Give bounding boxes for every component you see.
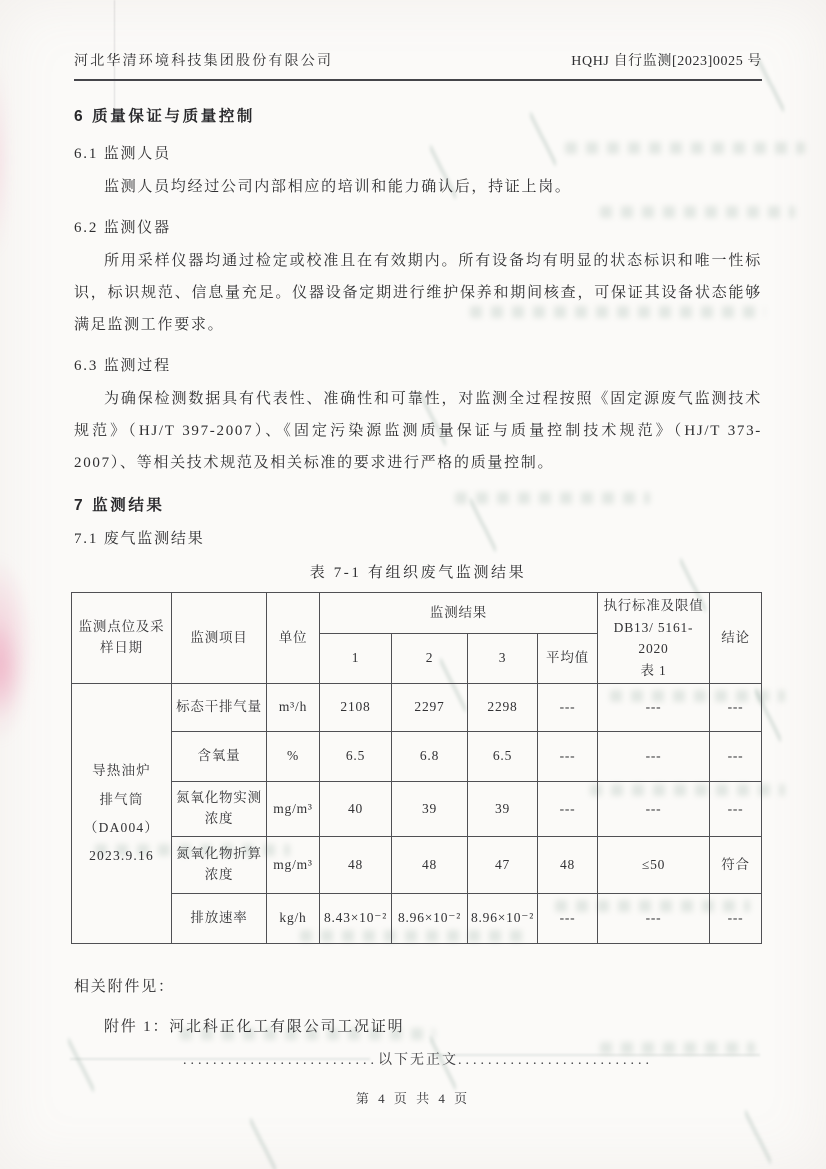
col-header-standard: [598, 593, 710, 684]
value-cell: 39: [468, 782, 538, 837]
point-line-4: 2023.9.16: [89, 848, 154, 864]
col-header-item: 监测项目: [172, 593, 267, 684]
col-subheader-average: 平均值: [538, 634, 598, 684]
section-7-1-title: 7.1 废气监测结果: [74, 531, 205, 547]
table-row: [72, 894, 762, 944]
limit-cell: ---: [598, 894, 710, 944]
section-6-3-title: 6.3 监测过程: [74, 358, 171, 374]
section-6-1-title: 6.1 监测人员: [74, 146, 171, 162]
scan-artifact: [0, 622, 22, 717]
unit-cell: %: [267, 732, 320, 782]
end-marker-dots-right: ..........................: [458, 1053, 653, 1069]
col-subheader-1: 1: [320, 634, 392, 684]
attachment-item-1: 附件 1：河北科正化工有限公司工况证明: [104, 1019, 405, 1036]
conclusion-cell: ---: [710, 732, 762, 782]
average-cell: ---: [538, 782, 598, 837]
monitoring-point-cell: [72, 684, 172, 944]
section-6-title: 6 质量保证与质量控制: [74, 108, 256, 125]
monitoring-results-table: [71, 592, 762, 944]
end-marker-text: 以下无正文: [378, 1053, 458, 1069]
limit-cell: ---: [598, 684, 710, 732]
value-cell: 2108: [320, 684, 392, 732]
value-cell: 48: [392, 837, 468, 894]
section-6-3-paragraph: 为确保检测数据具有代表性、准确性和可靠性，对监测全过程按照《固定源废气监测技术规范》（HJ/T 397-2007）、《固定污染源监测质量保证与质量控制技术规范》（HJ/T 373-2007）、等相关技术规范及相关标准的要求进行严格的质量控制。: [74, 391, 762, 471]
limit-cell: ---: [598, 782, 710, 837]
table-row: [72, 732, 762, 782]
item-cell: 氮氧化物实测浓度: [172, 782, 267, 837]
standard-line-2: DB13/ 5161-2020: [613, 619, 694, 657]
standard-line-3: 表 1: [640, 662, 667, 678]
col-subheader-3: 3: [468, 634, 538, 684]
end-marker-dots-left: ..........................: [183, 1053, 378, 1069]
col-header-point: 监测点位及采样日期: [72, 593, 172, 684]
col-subheader-2: 2: [392, 634, 468, 684]
value-cell: 8.43×10⁻²: [320, 894, 392, 944]
value-cell: 8.96×10⁻²: [468, 894, 538, 944]
col-header-conclusion: 结论: [710, 593, 762, 684]
scan-artifact: [0, 60, 12, 260]
average-cell: ---: [538, 894, 598, 944]
item-cell: 含氧量: [172, 732, 267, 782]
document-content: [74, 50, 762, 1069]
table-row: [72, 837, 762, 894]
point-line-2: 排气筒: [99, 791, 144, 807]
conclusion-cell: ---: [710, 684, 762, 732]
value-cell: 40: [320, 782, 392, 837]
item-cell: 标态干排气量: [172, 684, 267, 732]
unit-cell: mg/m³: [267, 837, 320, 894]
item-cell: 氮氧化物折算浓度: [172, 837, 267, 894]
conclusion-cell: 符合: [710, 837, 762, 894]
value-cell: 6.8: [392, 732, 468, 782]
attachments-intro: 相关附件见：: [74, 979, 175, 996]
table-row: [72, 684, 762, 732]
section-6-2-title: 6.2 监测仪器: [74, 220, 171, 236]
conclusion-cell: ---: [710, 894, 762, 944]
average-cell: ---: [538, 732, 598, 782]
unit-cell: kg/h: [267, 894, 320, 944]
section-7-title: 7 监测结果: [74, 497, 165, 514]
col-header-unit: 单位: [267, 593, 320, 684]
scan-artifact: [0, 555, 34, 745]
point-line-3: （DA004）: [83, 819, 160, 835]
standard-line-1: 执行标准及限值: [603, 598, 704, 613]
unit-cell: mg/m³: [267, 782, 320, 837]
limit-cell: ---: [598, 732, 710, 782]
value-cell: 2298: [468, 684, 538, 732]
table-caption: 表 7-1 有组织废气监测结果: [309, 565, 527, 581]
scan-artifact: [745, 1110, 771, 1164]
average-cell: 48: [538, 837, 598, 894]
section-6-1-paragraph: 监测人员均经过公司内部相应的培训和能力确认后，持证上岗。: [104, 179, 572, 195]
point-line-1: 导热油炉: [92, 763, 151, 779]
scan-artifact: [250, 1118, 276, 1169]
table-row: [72, 782, 762, 837]
value-cell: 8.96×10⁻²: [392, 894, 468, 944]
value-cell: 48: [320, 837, 392, 894]
value-cell: 2297: [392, 684, 468, 732]
section-6-2-paragraph: 所用采样仪器均通过检定或校准且在有效期内。所有设备均有明显的状态标识和唯一性标识，标识规范、信息量充足。仪器设备定期进行维护保养和期间核查，可保证其设备状态能够满足监测工作要求。: [74, 253, 762, 333]
company-name: 河北华清环境科技集团股份有限公司: [74, 54, 334, 69]
document-number: HQHJ 自行监测[2023]0025 号: [571, 54, 762, 69]
value-cell: 39: [392, 782, 468, 837]
item-cell: 排放速率: [172, 894, 267, 944]
conclusion-cell: ---: [710, 782, 762, 837]
unit-cell: m³/h: [267, 684, 320, 732]
value-cell: 47: [468, 837, 538, 894]
col-header-results: 监测结果: [320, 593, 598, 634]
value-cell: 6.5: [320, 732, 392, 782]
page-number: 第 4 页 共 4 页: [355, 1091, 471, 1106]
average-cell: ---: [538, 684, 598, 732]
document-header: [74, 50, 762, 81]
limit-cell: ≤50: [598, 837, 710, 894]
end-of-text-marker: [74, 1049, 762, 1069]
value-cell: 6.5: [468, 732, 538, 782]
